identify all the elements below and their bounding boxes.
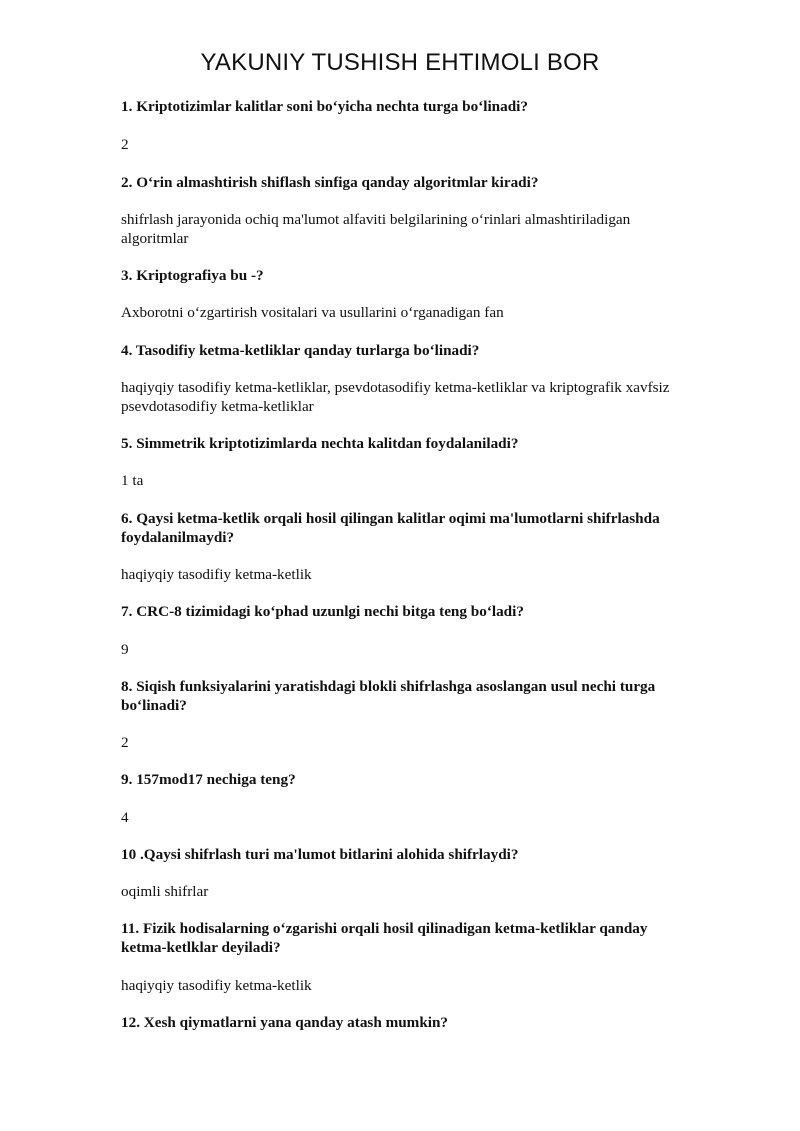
answer-8: 2 (121, 734, 129, 751)
question-9: 9. 157mod17 nechiga teng? (121, 771, 296, 788)
answer-6: haqiyqiy tasodifiy ketma-ketlik (121, 566, 312, 583)
question-5: 5. Simmetrik kriptotizimlarda nechta kalitdan foydalaniladi? (121, 435, 519, 452)
question-7: 7. CRC-8 tizimidagi ko‘phad uzunlgi nechi bitga teng bo‘ladi? (121, 603, 524, 620)
answer-10: oqimli shifrlar (121, 883, 209, 900)
answer-7: 9 (121, 641, 129, 658)
question-12: 12. Xesh qiymatlarni yana qanday atash mumkin? (121, 1014, 449, 1031)
answer-9: 4 (121, 809, 129, 826)
question-6: 6. Qaysi ketma-ketlik orqali hosil qilingan kalitlar oqimi ma'lumotlarni shifrlashda foydalanilmaydi? (121, 510, 660, 546)
page-title: YAKUNIY TUSHISH EHTIMOLI BOR (200, 49, 600, 76)
question-1: 1. Kriptotizimlar kalitlar soni bo‘yicha nechta turga bo‘linadi? (121, 98, 528, 115)
question-4: 4. Tasodifiy ketma-ketliklar qanday turlarga bo‘linadi? (121, 342, 480, 359)
question-10: 10 .Qaysi shifrlash turi ma'lumot bitlarini alohida shifrlaydi? (121, 846, 519, 863)
answer-3: Axborotni o‘zgartirish vositalari va usullarini o‘rganadigan fan (121, 304, 504, 321)
question-11: 11. Fizik hodisalarning o‘zgarishi orqali hosil qilinadigan ketma-ketliklar qanday ketma-ketlklar deyiladi? (121, 920, 648, 956)
answer-1: 2 (121, 136, 129, 153)
question-2: 2. O‘rin almashtirish shiflash sinfiga qanday algoritmlar kiradi? (121, 174, 539, 191)
answer-4: haqiyqiy tasodifiy ketma-ketliklar, psevdotasodifiy ketma-ketliklar va kriptografik xavfsiz psevdotasodifiy ketma-ketliklar (121, 379, 670, 415)
question-3: 3. Kriptografiya bu -? (121, 267, 264, 284)
answer-5: 1 ta (121, 472, 144, 489)
question-8: 8. Siqish funksiyalarini yaratishdagi blokli shifrlashga asoslangan usul nechi turga bo‘linadi? (121, 678, 656, 714)
answer-11: haqiyqiy tasodifiy ketma-ketlik (121, 977, 312, 994)
answer-2: shifrlash jarayonida ochiq ma'lumot alfaviti belgilarining o‘rinlari almashtiriladigan algoritmlar (121, 211, 631, 247)
